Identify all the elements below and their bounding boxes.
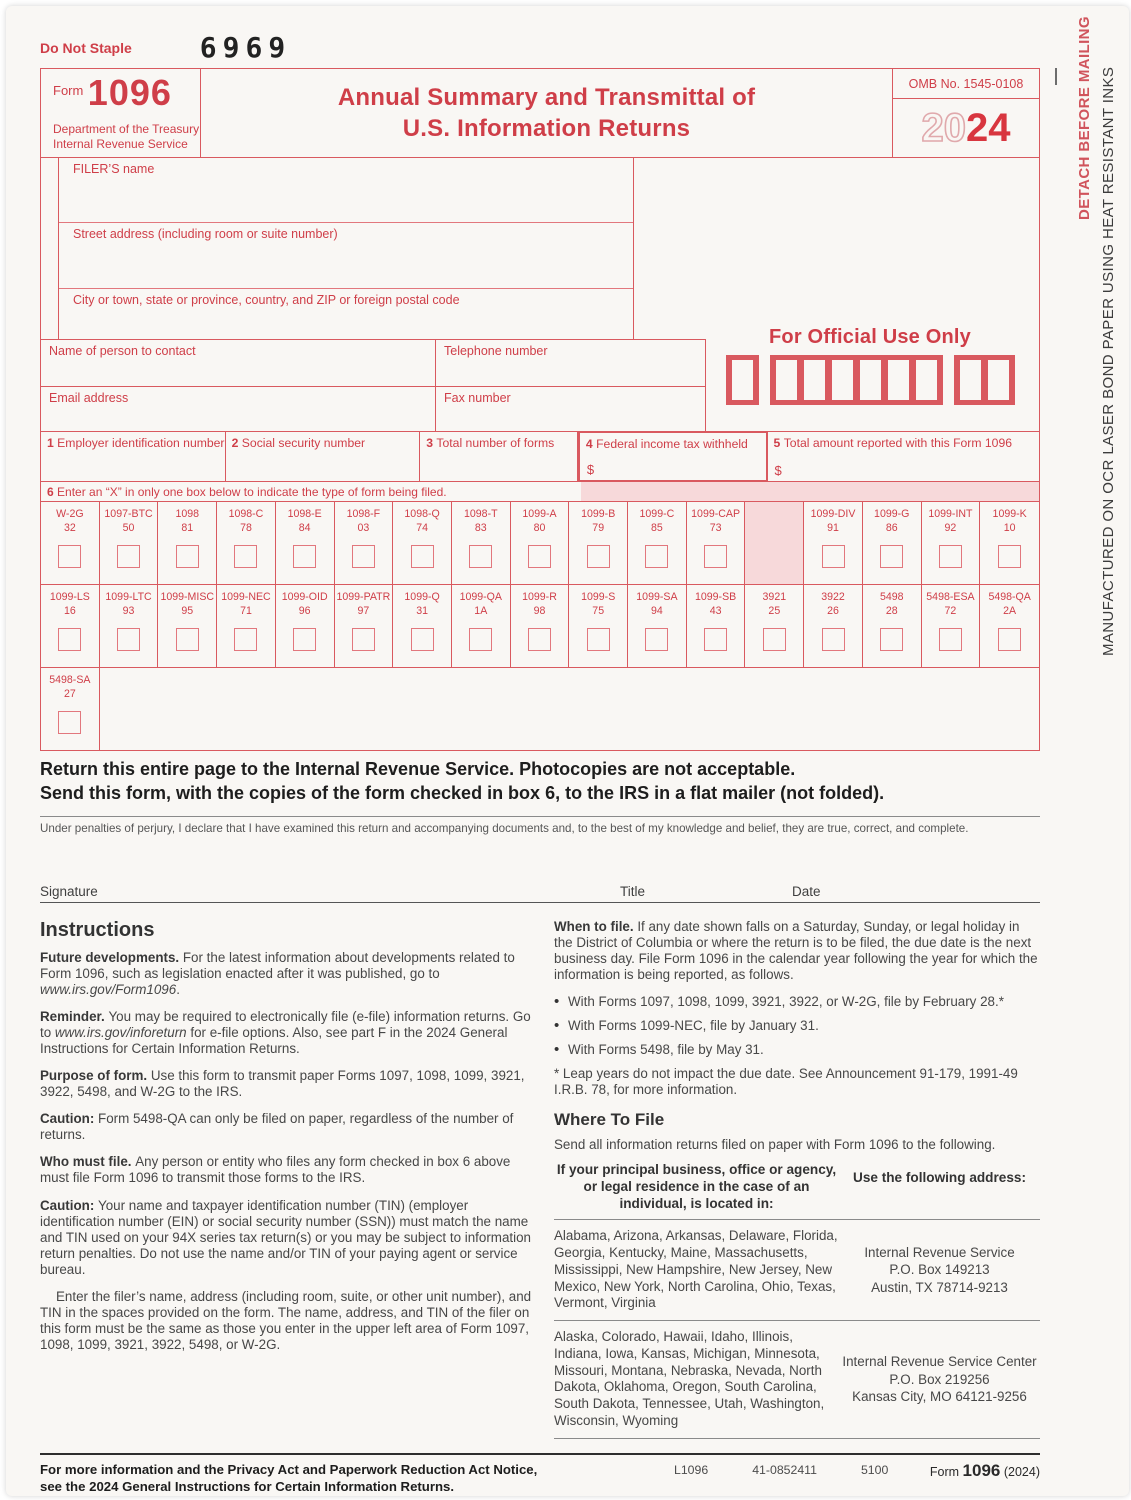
checkbox-3921[interactable] bbox=[763, 628, 786, 651]
ocr-scan-number: 6969 bbox=[199, 31, 292, 64]
form-type-name: 1099-Q bbox=[404, 591, 440, 603]
checkbox-1099-DIV[interactable] bbox=[822, 545, 845, 568]
contact-name-field[interactable]: Name of person to contact bbox=[41, 340, 436, 386]
form-type-cell-W-2G bbox=[41, 502, 100, 584]
checkbox-1097-BTC[interactable] bbox=[117, 545, 140, 568]
email-field[interactable]: Email address bbox=[41, 387, 436, 432]
form-type-code: 32 bbox=[63, 522, 76, 535]
where-table-col2-header: Use the following address: bbox=[853, 1170, 1026, 1186]
checkbox-1099-SB[interactable] bbox=[704, 628, 727, 651]
checkbox-1099-R[interactable] bbox=[528, 628, 551, 651]
form-type-name: 1098-Q bbox=[404, 508, 440, 520]
when-to-file-paragraph: When to file. If any date shown falls on a Saturday, Sunday, or legal holiday in the District of Columbia or where the return is to be filed, the due date is the next business day. File Form 1096 in the calendar year following the year for which the information is being reported, as follows. bbox=[554, 918, 1038, 982]
form-type-name: 1099-S bbox=[581, 591, 616, 603]
instructions-left-column bbox=[40, 919, 540, 1439]
dollar-sign: $ bbox=[586, 462, 595, 477]
form-type-name: 1098-E bbox=[287, 508, 322, 520]
form-type-name: 1099-B bbox=[581, 508, 616, 520]
checkbox-1098-E[interactable] bbox=[293, 545, 316, 568]
form-type-code: 2A bbox=[1003, 605, 1017, 618]
form-type-cell-5498 bbox=[863, 585, 922, 667]
form-type-name: 5498-ESA bbox=[926, 591, 975, 603]
checkbox-1098[interactable] bbox=[176, 545, 199, 568]
checkbox-1099-MISC[interactable] bbox=[176, 628, 199, 651]
official-use-cell bbox=[776, 360, 797, 400]
official-use-cell bbox=[988, 360, 1009, 400]
instruction-paragraph: Who must file. Any person or entity who files any form checked in box 6 above must file Form 1096 to transmit those forms to the IRS. bbox=[40, 1154, 511, 1186]
form-type-code: 98 bbox=[533, 605, 546, 618]
checkbox-5498-QA[interactable] bbox=[998, 628, 1021, 651]
dollar-sign: $ bbox=[774, 463, 782, 478]
form-type-row-1 bbox=[41, 501, 1039, 584]
form-type-cell-3922 bbox=[804, 585, 863, 667]
form-number: 1096 bbox=[87, 72, 172, 113]
official-use-area bbox=[709, 326, 1031, 405]
form-type-cell-1099-R bbox=[511, 585, 570, 667]
top-bar bbox=[40, 31, 1040, 68]
where-to-file-intro: Send all information returns filed on paper with Form 1096 to the following. bbox=[554, 1137, 996, 1153]
box-5-field[interactable] bbox=[768, 432, 1039, 481]
form-type-cell-1099-INT bbox=[922, 502, 981, 584]
form-type-name: 1099-MISC bbox=[160, 591, 215, 603]
form-type-code: 86 bbox=[885, 522, 898, 535]
form-type-code: 75 bbox=[592, 605, 605, 618]
signature-label: Signature bbox=[40, 883, 98, 899]
form-type-code: 74 bbox=[416, 522, 428, 535]
checkbox-1099-A[interactable] bbox=[528, 545, 551, 568]
form-type-name: 1099-INT bbox=[928, 508, 973, 520]
where-table-row bbox=[554, 1220, 1040, 1321]
form-type-cell-1099-A bbox=[511, 502, 570, 584]
tax-year: 20 24 bbox=[921, 106, 1011, 150]
official-use-cell bbox=[888, 360, 909, 400]
where-to-file-heading: Where To File bbox=[554, 1110, 665, 1130]
form-type-code: 94 bbox=[651, 605, 663, 618]
form-type-name: 1098-T bbox=[464, 508, 498, 520]
checkbox-1099-LTC[interactable] bbox=[117, 628, 140, 651]
form-type-name: 1099-PATR bbox=[336, 591, 391, 603]
divider bbox=[40, 816, 1040, 817]
box-label: Total amount reported with this Form 1096 bbox=[783, 436, 1013, 450]
instructions-section bbox=[40, 919, 1040, 1439]
form-type-cell-1099-QA bbox=[452, 585, 511, 667]
box-number: 4 bbox=[585, 437, 597, 451]
checkbox-1099-CAP[interactable] bbox=[704, 545, 727, 568]
form-type-code: 31 bbox=[416, 605, 428, 618]
form-type-code: 91 bbox=[827, 522, 839, 535]
do-not-staple-label: Do Not Staple bbox=[40, 40, 132, 56]
instruction-paragraph: Future developments. For the latest information about developments related to Form 1096, such as legislation enacted after it was published, go to www.irs.gov/Form1096. bbox=[40, 949, 515, 997]
checkbox-1099-OID[interactable] bbox=[293, 628, 316, 651]
official-use-box-group-3 bbox=[954, 355, 1015, 405]
box-label: Employer identification number bbox=[57, 436, 225, 450]
form-type-code: 25 bbox=[768, 605, 781, 618]
form-type-code: 97 bbox=[357, 605, 370, 618]
filing-deadline-list bbox=[554, 994, 1040, 1058]
instruction-paragraph: Enter the filer’s name, address (including room, suite, or other unit number), and TIN in the spaces provided on the form. The name, address, and TIN of the filer on this form must be the same as those you enter in the upper left area of Form 1097, 1098, 1099, 3921, 3922, 5498, or W-2G. bbox=[40, 1288, 532, 1353]
form-type-cell-1098-C bbox=[217, 502, 276, 584]
box-label: Social security number bbox=[241, 436, 366, 450]
where-table-header bbox=[554, 1162, 1040, 1220]
return-notice bbox=[40, 757, 1040, 806]
leap-year-footnote: * Leap years do not impact the due date. See Announcement 91-179, 1991-49 I.R.B. 78, for more information. bbox=[554, 1066, 1018, 1098]
checkbox-1098-F[interactable] bbox=[352, 545, 375, 568]
omb-year-block bbox=[892, 69, 1039, 157]
deadline-bullet: • With Forms 5498, file by May 31. bbox=[554, 1042, 1040, 1058]
form-type-row-2 bbox=[41, 584, 1039, 667]
official-use-label: For Official Use Only bbox=[768, 326, 972, 348]
checkbox-5498[interactable] bbox=[880, 628, 903, 651]
fax-field[interactable]: Fax number bbox=[444, 391, 511, 405]
official-use-cell bbox=[960, 360, 981, 400]
form-type-code: 43 bbox=[709, 605, 722, 618]
contact-block bbox=[41, 339, 706, 431]
form-type-name: 5498-QA bbox=[988, 591, 1031, 603]
checkbox-1099-C[interactable] bbox=[645, 545, 668, 568]
form-type-cell-1099-MISC bbox=[158, 585, 217, 667]
box-6-instruction: 6 Enter an “X” in only one box below to indicate the type of form being filed. bbox=[47, 484, 447, 499]
form-type-code: 92 bbox=[944, 522, 957, 535]
telephone-field[interactable]: Telephone number bbox=[444, 344, 548, 358]
form-main-box bbox=[40, 68, 1040, 751]
form-type-cell-1099-SB bbox=[687, 585, 746, 667]
form-type-name: 1099-LS bbox=[49, 591, 90, 603]
deadline-bullet: • With Forms 1099-NEC, file by January 31. bbox=[554, 1018, 1040, 1034]
form-type-cell-1098-E bbox=[276, 502, 335, 584]
filer-address-box[interactable] bbox=[58, 158, 634, 339]
form-type-code: 16 bbox=[63, 605, 76, 618]
form-type-name: 1099-C bbox=[639, 508, 675, 520]
form-type-cell-1099-K bbox=[980, 502, 1039, 584]
form-type-code: 03 bbox=[357, 522, 370, 535]
checkbox-1098-T[interactable] bbox=[469, 545, 492, 568]
box-1-field[interactable] bbox=[41, 432, 226, 481]
form-type-name: 1099-SB bbox=[694, 591, 737, 603]
form-type-code: 1A bbox=[474, 605, 488, 618]
checkbox-1099-K[interactable] bbox=[998, 545, 1021, 568]
form-type-name: 5498 bbox=[879, 591, 904, 603]
form-type-code: 27 bbox=[63, 688, 76, 701]
checkbox-1099-B[interactable] bbox=[587, 545, 610, 568]
form-1096-page bbox=[6, 6, 1129, 1496]
form-type-name: 1098-C bbox=[228, 508, 264, 520]
street-address-field[interactable]: Street address (including room or suite number) bbox=[59, 223, 633, 289]
title-label: Title bbox=[620, 883, 646, 899]
official-use-box-group-2 bbox=[770, 355, 943, 405]
form-type-name: 1097-BTC bbox=[104, 508, 153, 520]
form-type-cell-5498-ESA bbox=[922, 585, 981, 667]
form-type-cell-1098-Q bbox=[393, 502, 452, 584]
form-type-name: 1099-OID bbox=[281, 591, 328, 603]
form-type-name: 1099-NEC bbox=[221, 591, 271, 603]
form-type-name: 1099-CAP bbox=[691, 508, 741, 520]
form-type-cell-5498-SA bbox=[41, 668, 100, 750]
form-type-cell-1099-CAP bbox=[687, 502, 746, 584]
form-title: Annual Summary and Transmittal of U.S. Information Returns bbox=[337, 83, 756, 142]
box-6-strip bbox=[41, 481, 1039, 501]
where-table-col1-header: If your principal business, office or agency, or legal residence in the case of an individual, is located in: bbox=[556, 1162, 837, 1212]
form-type-cell-5498-QA bbox=[980, 585, 1039, 667]
signature-row[interactable] bbox=[40, 879, 1040, 903]
form-type-name: 1099-G bbox=[874, 508, 910, 520]
boxes-1-to-5 bbox=[41, 431, 1039, 481]
form-type-code: 93 bbox=[122, 605, 135, 618]
checkbox-1099-PATR[interactable] bbox=[352, 628, 375, 651]
city-state-zip-field[interactable]: City or town, state or province, country, and ZIP or foreign postal code bbox=[73, 293, 460, 307]
form-type-cell-1099-B bbox=[569, 502, 628, 584]
checkbox-5498-SA[interactable] bbox=[58, 711, 81, 734]
form-type-code: 10 bbox=[1003, 522, 1016, 535]
official-use-cell bbox=[804, 360, 825, 400]
form-type-name: 1099-LTC bbox=[105, 591, 152, 603]
form-type-name: 3922 bbox=[821, 591, 845, 603]
form-type-cell-1098 bbox=[158, 502, 217, 584]
checkbox-5498-ESA[interactable] bbox=[939, 628, 962, 651]
checkbox-1099-S[interactable] bbox=[587, 628, 610, 651]
footer-catalog-number: 41-0852411 bbox=[752, 1462, 817, 1477]
agency-lines bbox=[53, 122, 200, 152]
checkbox-1098-Q[interactable] bbox=[411, 545, 434, 568]
perjury-statement: Under penalties of perjury, I declare that I have examined this return and accompanying documents and, to the best of my knowledge and belief, they are true, correct, and complete. bbox=[40, 821, 969, 835]
filer-name-field[interactable]: FILER’S name bbox=[59, 158, 633, 223]
form-type-cell-1099-G bbox=[863, 502, 922, 584]
form-type-code: 84 bbox=[298, 522, 311, 535]
form-type-cell-3921 bbox=[745, 585, 804, 667]
form-type-code: 85 bbox=[651, 522, 663, 535]
instructions-paragraphs bbox=[40, 950, 540, 1354]
official-use-cell bbox=[860, 360, 881, 400]
detach-before-mailing-label: DETACH BEFORE MAILING bbox=[1076, 16, 1093, 220]
box-number: 3 bbox=[426, 436, 437, 450]
form-type-code: 28 bbox=[885, 605, 898, 618]
form-type-cell-1099-OID bbox=[276, 585, 335, 667]
form-type-code: 71 bbox=[240, 605, 252, 618]
where-to-file-table bbox=[554, 1162, 1040, 1438]
box-6-shaded-area bbox=[581, 482, 1039, 501]
states-list: Alaska, Colorado, Hawaii, Idaho, Illinois, Indiana, Iowa, Kansas, Michigan, Minnesota, Missouri, Montana, Nebraska, Nevada, North Dakota, Oklahoma, Oregon, South Carolina, South Dakota, Tennessee, Utah, Washington, Wisconsin, Wyoming bbox=[554, 1329, 825, 1428]
footer-code-5100: 5100 bbox=[860, 1462, 889, 1477]
form-number-block bbox=[41, 69, 201, 157]
form-type-code: 83 bbox=[474, 522, 487, 535]
form-type-name: W-2G bbox=[56, 508, 84, 520]
form-type-cell-1098-F bbox=[335, 502, 394, 584]
form-word: Form bbox=[53, 83, 84, 98]
form-type-code: 96 bbox=[298, 605, 311, 618]
box-number: 1 bbox=[47, 436, 58, 450]
form-type-name: 5498-SA bbox=[49, 674, 91, 686]
form-type-cell-1099-C bbox=[628, 502, 687, 584]
paper-manufacture-label: MANUFACTURED ON OCR LASER BOND PAPER USING HEAT RESISTANT INKS bbox=[1100, 66, 1117, 656]
official-use-cell bbox=[916, 360, 937, 400]
date-label: Date bbox=[792, 883, 821, 899]
agency-line-1: Department of the Treasury bbox=[53, 122, 200, 136]
form-type-cell-1097-BTC bbox=[100, 502, 159, 584]
return-notice-line-1: Return this entire page to the Internal Revenue Service. Photocopies are not acceptable. bbox=[40, 759, 796, 779]
form-type-name: 1099-R bbox=[522, 591, 557, 603]
checkbox-1099-LS[interactable] bbox=[58, 628, 81, 651]
checkbox-1098-C[interactable] bbox=[234, 545, 257, 568]
form-type-code: 95 bbox=[181, 605, 194, 618]
form-type-cell-1099-LTC bbox=[100, 585, 159, 667]
form-type-cell-1099-Q bbox=[393, 585, 452, 667]
form-type-code: 79 bbox=[592, 522, 605, 535]
deadline-bullet: • With Forms 1097, 1098, 1099, 3921, 3922, or W-2G, file by February 28.* bbox=[554, 994, 1040, 1010]
irs-mailing-address: Internal Revenue Service P.O. Box 149213 Austin, TX 78714-9213 bbox=[864, 1244, 1015, 1295]
form-type-cell-1098-T bbox=[452, 502, 511, 584]
official-use-cell bbox=[832, 360, 853, 400]
form-type-name: 1099-K bbox=[992, 508, 1027, 520]
form-type-code: 80 bbox=[533, 522, 546, 535]
instructions-heading: Instructions bbox=[40, 918, 155, 941]
form-type-name: 3921 bbox=[762, 591, 787, 603]
where-table-row bbox=[554, 1321, 1040, 1439]
official-use-boxes bbox=[709, 355, 1031, 405]
form-type-name: 1098 bbox=[175, 508, 200, 520]
checkbox-1099-INT[interactable] bbox=[939, 545, 962, 568]
blank-shaded-cell bbox=[745, 502, 804, 584]
box-label: Federal income tax withheld bbox=[596, 437, 748, 451]
form-type-cell-1099-SA bbox=[628, 585, 687, 667]
checkbox-1099-SA[interactable] bbox=[645, 628, 668, 651]
form-header bbox=[41, 69, 1039, 158]
form-type-code: 72 bbox=[944, 605, 957, 618]
states-list: Alabama, Arizona, Arkansas, Delaware, Florida, Georgia, Kentucky, Maine, Massachusetts, Mississippi, New Hampshire, New Jersey, New Mexico, New York, North Carolina, Ohio, Texas, Vermont, Virginia bbox=[554, 1228, 838, 1311]
instruction-paragraph: Caution: Form 5498-QA can only be filed on paper, regardless of the number of returns. bbox=[40, 1111, 514, 1143]
form-type-grid bbox=[41, 501, 1039, 750]
footer-code-l1096: L1096 bbox=[674, 1462, 709, 1477]
form-type-row-3 bbox=[41, 667, 1039, 750]
omb-number: OMB No. 1545-0108 bbox=[893, 69, 1039, 99]
official-use-cell bbox=[732, 360, 753, 400]
box-4-field[interactable] bbox=[578, 431, 768, 482]
checkbox-1099-G[interactable] bbox=[880, 545, 903, 568]
form-type-code: 78 bbox=[240, 522, 252, 535]
form-type-cell-1099-S bbox=[569, 585, 628, 667]
form-type-cell-1099-LS bbox=[41, 585, 100, 667]
footer-privacy-note: For more information and the Privacy Act and Paperwork Reduction Act Notice, see the 2024 General Instructions for Certain Information Returns. bbox=[40, 1461, 538, 1494]
form-type-name: 1099-QA bbox=[459, 591, 502, 603]
official-use-box-group-1 bbox=[726, 355, 759, 405]
form-type-code: 50 bbox=[122, 522, 135, 535]
box-label: Total number of forms bbox=[436, 436, 555, 450]
box-2-field[interactable] bbox=[226, 432, 421, 481]
instruction-paragraph: Caution: Your name and taxpayer identification number (TIN) (employer identification number (EIN) or social security number (SSN)) must match the name and TIN used on your 94X series tax return(s) or you may be subject to information return penalties. Do not use the name and/or TIN of your paying agent or service bureau. bbox=[40, 1197, 531, 1277]
instruction-paragraph: Purpose of form. Use this form to transmit paper Forms 1097, 1098, 1099, 3921, 3922, 5498, and W-2G to the IRS. bbox=[40, 1068, 525, 1100]
instructions-right-column bbox=[554, 919, 1040, 1439]
form-title-block bbox=[201, 69, 892, 157]
box-3-field[interactable] bbox=[420, 432, 578, 481]
form-type-name: 1098-F bbox=[346, 508, 381, 520]
form-type-name: 1099-SA bbox=[636, 591, 678, 603]
page-footer bbox=[40, 1453, 1040, 1495]
footer-form-id: Form 1096 (2024) bbox=[929, 1460, 1040, 1480]
agency-line-2: Internal Revenue Service bbox=[53, 137, 188, 151]
form-type-name: 1099-DIV bbox=[810, 508, 856, 520]
checkbox-1099-QA[interactable] bbox=[469, 628, 492, 651]
box-number: 5 bbox=[773, 436, 784, 450]
irs-mailing-address: Internal Revenue Service Center P.O. Box 219256 Kansas City, MO 64121-9256 bbox=[842, 1354, 1037, 1404]
edge-alignment-mark bbox=[1055, 68, 1057, 85]
form-type-cell-1099-PATR bbox=[335, 585, 394, 667]
form-type-cell-1099-DIV bbox=[804, 502, 863, 584]
form-type-code: 26 bbox=[827, 605, 839, 618]
checkbox-W-2G[interactable] bbox=[58, 545, 81, 568]
instruction-paragraph: Reminder. You may be required to electronically file (e-file) information returns. Go to www.irs.gov/inforeturn for e-file options. Also, see part F in the 2024 General Instructions for Certain Information Returns. bbox=[40, 1008, 531, 1056]
form-type-name: 1099-A bbox=[522, 508, 557, 520]
empty-grid-area bbox=[100, 668, 1039, 750]
checkbox-1099-Q[interactable] bbox=[411, 628, 434, 651]
return-notice-line-2: Send this form, with the copies of the form checked in box 6, to the IRS in a flat mailer (not folded). bbox=[40, 783, 885, 804]
checkbox-1099-NEC[interactable] bbox=[234, 628, 257, 651]
filer-section bbox=[41, 158, 1039, 431]
form-type-code: 81 bbox=[181, 522, 194, 535]
form-type-code: 73 bbox=[709, 522, 722, 535]
box-number: 2 bbox=[231, 436, 242, 450]
checkbox-3922[interactable] bbox=[822, 628, 845, 651]
form-type-cell-1099-NEC bbox=[217, 585, 276, 667]
